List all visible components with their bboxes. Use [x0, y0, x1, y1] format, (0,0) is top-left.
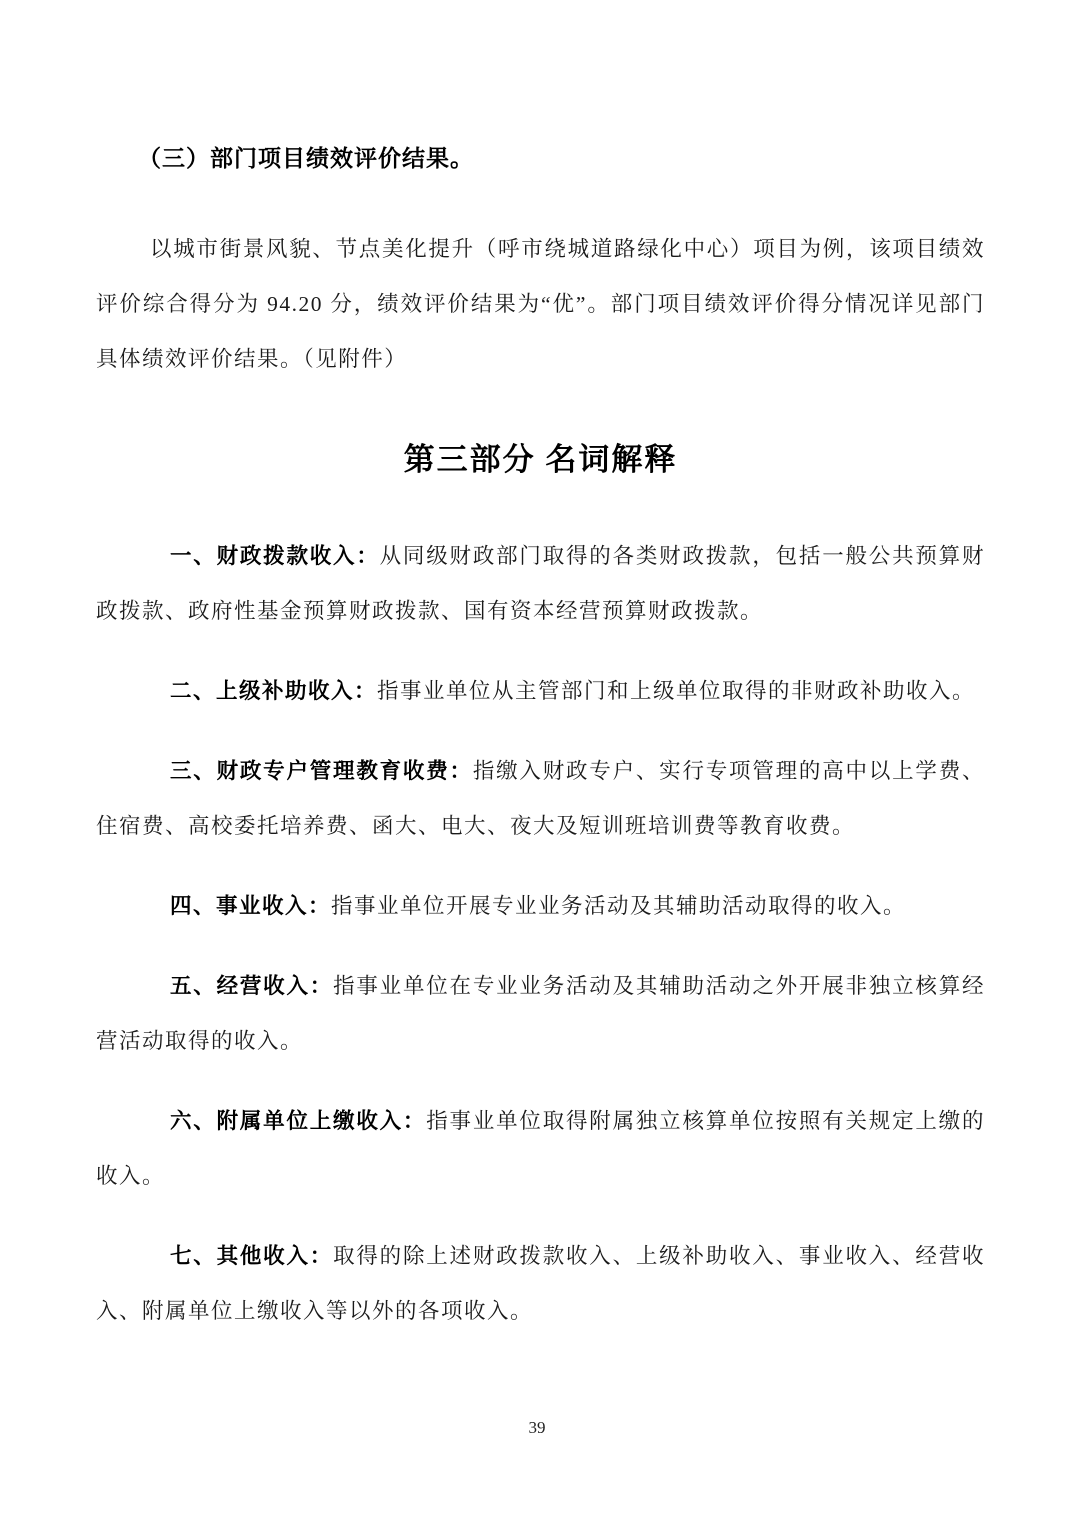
definition-paragraph [96, 744, 985, 854]
definition-term: 一、财政拨款收入： [170, 544, 380, 568]
definition-paragraph [96, 664, 985, 719]
page-number: 39 [528, 1418, 546, 1437]
definition-body: 从同级财政部门取得的各类财政拨款，包括一般公共预算财政拨款、政府性基金预算财政拨款、国有资本经营预算财政拨款。 [96, 544, 985, 623]
definition-term: 三、财政专户管理教育收费： [170, 759, 473, 783]
definition-term: 六、附属单位上缴收入： [170, 1109, 427, 1133]
section-heading: （三）部门项目绩效评价结果。 [138, 146, 474, 171]
definition-body: 取得的除上述财政拨款收入、上级补助收入、事业收入、经营收入、附属单位上缴收入等以外的各项收入。 [96, 1244, 985, 1323]
part-title: 第三部分 名词解释 [403, 442, 678, 477]
definition-paragraph [96, 1229, 985, 1339]
definition-body: 指事业单位在专业业务活动及其辅助活动之外开展非独立核算经营活动取得的收入。 [96, 974, 985, 1053]
definition-paragraph [96, 1094, 985, 1204]
definition-term: 五、经营收入： [170, 974, 334, 998]
definitions-list [96, 529, 985, 1339]
definition-body: 指缴入财政专户、实行专项管理的高中以上学费、住宿费、高校委托培养费、函大、电大、夜大及短训班培训费等教育收费。 [96, 759, 985, 838]
definition-body: 指事业单位取得附属独立核算单位按照有关规定上缴的收入。 [96, 1109, 985, 1188]
definition-body: 指事业单位开展专业业务活动及其辅助活动取得的收入。 [331, 894, 907, 918]
definition-term: 七、其他收入： [170, 1244, 334, 1268]
definition-body: 指事业单位从主管部门和上级单位取得的非财政补助收入。 [377, 679, 976, 703]
intro-paragraph: 以城市街景风貌、节点美化提升（呼市绕城道路绿化中心）项目为例，该项目绩效评价综合得分为 94.20 分，绩效评价结果为“优”。部门项目绩效评价得分情况详见部门具体绩效评价结果。（见附件） [96, 237, 985, 371]
definition-paragraph [96, 879, 985, 934]
definition-paragraph [96, 959, 985, 1069]
definition-term: 二、上级补助收入： [170, 679, 378, 703]
definition-paragraph [96, 529, 985, 639]
definition-term: 四、事业收入： [170, 894, 332, 918]
